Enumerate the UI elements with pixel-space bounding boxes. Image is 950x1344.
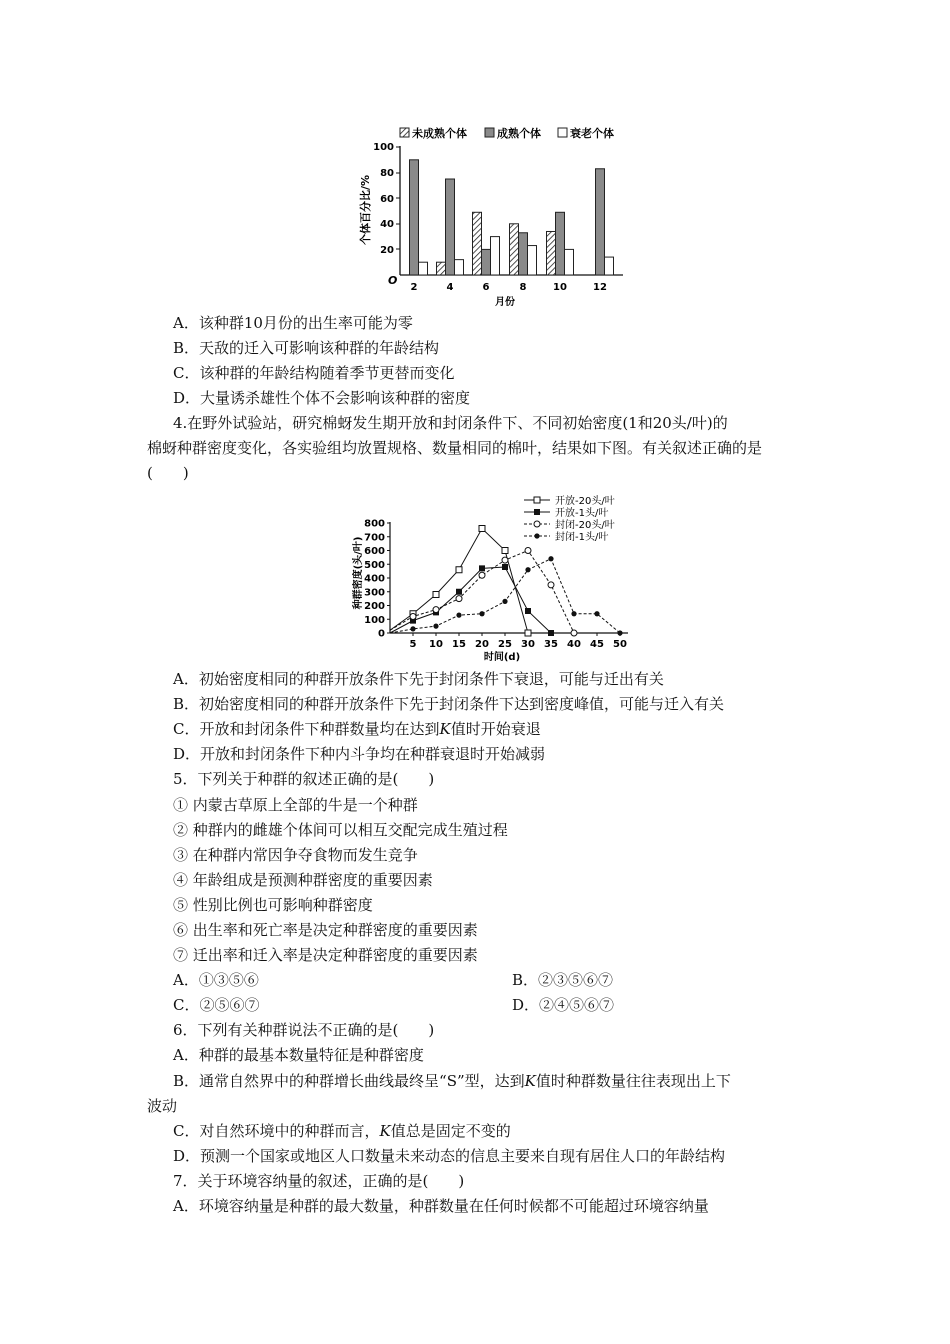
point-closed-20-day-40	[571, 630, 577, 636]
chart1-xtick: 12	[593, 282, 607, 293]
point-closed-1-day-35	[548, 556, 553, 561]
chart1-xtick: 8	[519, 282, 527, 293]
q5-option-a: A．①③⑤⑥	[173, 971, 259, 989]
bar-immature-month-4	[437, 262, 446, 275]
point-open-20-day-20	[479, 526, 485, 532]
q5-item-1: ① 内蒙古草原上全部的牛是一个种群	[173, 796, 418, 814]
bar-mature-month-4	[446, 179, 455, 275]
series-line-closed-20	[390, 551, 574, 634]
legend-label-closed-1: 封闭-1头/叶	[555, 532, 609, 543]
chart2-xtick: 25	[498, 639, 512, 650]
chart1-ylabel: 个体百分比/%	[359, 174, 372, 246]
chart2-ytick: 0	[378, 628, 385, 640]
aphid-density-line-chart	[352, 492, 644, 664]
chart2-ytick: 800	[364, 518, 385, 530]
chart1-xtick: 4	[446, 282, 454, 293]
chart2-ytick: 700	[364, 532, 385, 544]
chart2-xtick: 15	[452, 639, 466, 650]
bar-senescent-month-6	[491, 237, 500, 275]
q3-option-b: B．天敌的迁入可影响该种群的年龄结构	[173, 339, 440, 357]
q5-option-c: C．②⑤⑥⑦	[173, 996, 260, 1014]
point-closed-1-day-45	[594, 611, 599, 616]
legend-swatch-mature	[485, 128, 494, 137]
q4-answer-blank: ( )	[147, 464, 189, 482]
chart2-xtick: 50	[613, 639, 627, 650]
chart2-ytick: 200	[364, 601, 385, 612]
point-open-20-day-10	[433, 592, 439, 598]
q5-item-2: ② 种群内的雌雄个体间可以相互交配完成生殖过程	[173, 821, 508, 839]
q6-option-b-line2: 波动	[147, 1097, 178, 1115]
point-closed-1-day-15	[456, 613, 461, 618]
q5-stem: 5．下列关于种群的叙述正确的是( )	[173, 770, 435, 788]
q7-option-a: A．环境容纳量是种群的最大数量，种群数量在任何时候都不可能超过环境容纳量	[173, 1197, 709, 1215]
legend-marker-closed-1	[534, 533, 539, 538]
point-open-20-day-15	[456, 567, 462, 573]
chart2-xtick: 45	[590, 639, 604, 650]
legend-label-open-1: 开放-1头/叶	[555, 508, 609, 519]
q6-stem: 6．下列有关种群说法不正确的是( )	[173, 1021, 435, 1039]
q6-option-d: D．预测一个国家或地区人口数量未来动态的信息主要来自现有居住人口的年龄结构	[173, 1147, 726, 1165]
point-open-1-day-35	[548, 630, 554, 636]
point-closed-1-day-25	[502, 599, 507, 604]
bar-senescent-month-4	[455, 260, 464, 275]
q3-option-d: D．大量诱杀雄性个体不会影响该种群的密度	[173, 389, 471, 407]
bar-senescent-month-8	[528, 246, 537, 275]
point-closed-1-day-40	[571, 611, 576, 616]
q5-option-b: B．②③⑤⑥⑦	[512, 971, 614, 989]
chart1-xtick: 10	[553, 282, 567, 293]
chart1-ytick: 60	[380, 194, 394, 205]
bar-mature-month-8	[519, 233, 528, 275]
chart2-ytick: 300	[364, 587, 385, 599]
q4-stem-line1: 4.在野外试验站，研究棉蚜发生期开放和封闭条件下、不同初始密度(1和20头/叶)的	[173, 414, 728, 432]
legend-marker-closed-20	[534, 521, 540, 527]
q5-item-4: ④ 年龄组成是预测种群密度的重要因素	[173, 871, 433, 889]
q6-option-b-line1: B．通常自然界中的种群增长曲线最终呈“S”型，达到K值时种群数量往往表现出上下	[173, 1072, 731, 1090]
point-closed-1-day-50	[617, 630, 622, 635]
q6-option-a: A．种群的最基本数量特征是种群密度	[173, 1046, 424, 1064]
q4-option-b: B．初始密度相同的种群开放条件下先于封闭条件下达到密度峰值，可能与迁入有关	[173, 695, 725, 713]
q5-item-3: ③ 在种群内常因争夺食物而发生竞争	[173, 846, 418, 864]
q4-option-c: C．开放和封闭条件下种群数量均在达到K值时开始衰退	[173, 720, 541, 738]
chart2-ylabel: 种群密度(头/叶)	[353, 536, 364, 610]
chart2-ytick: 400	[364, 573, 385, 585]
chart2-ytick: 600	[364, 546, 385, 557]
legend-marker-open-1	[534, 509, 540, 515]
bar-senescent-month-10	[565, 249, 574, 275]
point-closed-1-day-5	[410, 626, 415, 631]
q7-stem: 7．关于环境容纳量的叙述，正确的是( )	[173, 1172, 465, 1190]
legend-label-mature: 成熟个体	[497, 127, 541, 140]
point-closed-1-day-30	[525, 567, 530, 572]
point-closed-1-day-20	[479, 611, 484, 616]
legend-label-senescent: 衰老个体	[570, 127, 614, 140]
q4-option-d: D．开放和封闭条件下种内斗争均在种群衰退时开始减弱	[173, 745, 546, 763]
chart1-xtick: 2	[410, 282, 418, 293]
q4-option-a: A．初始密度相同的种群开放条件下先于封闭条件下衰退，可能与迁出有关	[173, 670, 664, 688]
chart2-xtick: 20	[475, 639, 489, 650]
point-closed-20-day-35	[548, 582, 554, 588]
point-closed-20-day-15	[456, 596, 462, 602]
q3-option-a: A．该种群10月份的出生率可能为零	[173, 314, 413, 332]
age-structure-bar-chart	[355, 122, 645, 310]
bar-immature-month-8	[510, 224, 519, 275]
point-open-20-day-30	[525, 630, 531, 636]
point-open-1-day-25	[502, 564, 508, 570]
point-closed-1-day-10	[433, 624, 438, 629]
point-closed-20-day-25	[502, 557, 508, 563]
chart2-legend	[524, 494, 615, 543]
chart1-xlabel: 月份	[495, 297, 515, 308]
bar-mature-month-2	[410, 160, 419, 275]
bar-mature-month-6	[482, 249, 491, 275]
legend-label-open-20: 开放-20头/叶	[555, 496, 615, 507]
chart1-ytick: 40	[380, 219, 394, 230]
bar-mature-month-12	[596, 169, 605, 275]
legend-swatch-immature	[400, 128, 409, 137]
point-closed-20-day-30	[525, 548, 531, 554]
q5-option-d: D．②④⑤⑥⑦	[512, 996, 615, 1014]
chart1-origin: O	[388, 274, 398, 287]
legend-label-closed-20: 封闭-20头/叶	[555, 520, 615, 531]
point-open-1-day-15	[456, 589, 462, 595]
point-open-20-day-25	[502, 548, 508, 554]
q5-item-5: ⑤ 性别比例也可影响种群密度	[173, 896, 373, 914]
q4-stem-line2: 棉蚜种群密度变化，各实验组均放置规格、数量相同的棉叶，结果如下图。有关叙述正确的是	[147, 439, 763, 457]
legend-label-immature: 未成熟个体	[412, 127, 467, 140]
chart1-ytick: 80	[380, 168, 394, 179]
chart2-ytick: 500	[364, 559, 385, 571]
chart1-ytick: 100	[373, 142, 394, 153]
q5-item-7: ⑦ 迁出率和迁入率是决定种群密度的重要因素	[173, 946, 478, 964]
bar-immature-month-6	[473, 212, 482, 275]
chart1-xtick: 6	[482, 282, 490, 293]
chart1-legend	[400, 126, 614, 140]
chart2-xtick: 40	[567, 639, 581, 650]
legend-marker-open-20	[534, 497, 540, 503]
chart1-ytick: 20	[380, 245, 394, 256]
chart2-xlabel: 时间(d)	[483, 652, 521, 663]
q5-item-6: ⑥ 出生率和死亡率是决定种群密度的重要因素	[173, 921, 478, 939]
bar-senescent-month-2	[419, 262, 428, 275]
chart2-xtick: 5	[409, 639, 417, 650]
point-open-1-day-30	[525, 608, 531, 614]
q3-option-c: C．该种群的年龄结构随着季节更替而变化	[173, 364, 455, 382]
chart2-xtick: 10	[429, 639, 443, 650]
chart2-ytick: 100	[364, 614, 385, 626]
point-closed-20-day-10	[433, 607, 439, 613]
legend-swatch-senescent	[558, 128, 567, 137]
bar-senescent-month-12	[605, 257, 614, 275]
q6-option-c: C．对自然环境中的种群而言，K值总是固定不变的	[173, 1122, 511, 1140]
chart2-xtick: 35	[544, 639, 558, 650]
point-open-1-day-20	[479, 565, 485, 571]
chart2-xtick: 30	[521, 639, 535, 650]
point-closed-20-day-20	[479, 572, 485, 578]
point-closed-20-day-5	[410, 614, 416, 620]
bar-mature-month-10	[556, 212, 565, 275]
bar-immature-month-10	[547, 231, 556, 275]
